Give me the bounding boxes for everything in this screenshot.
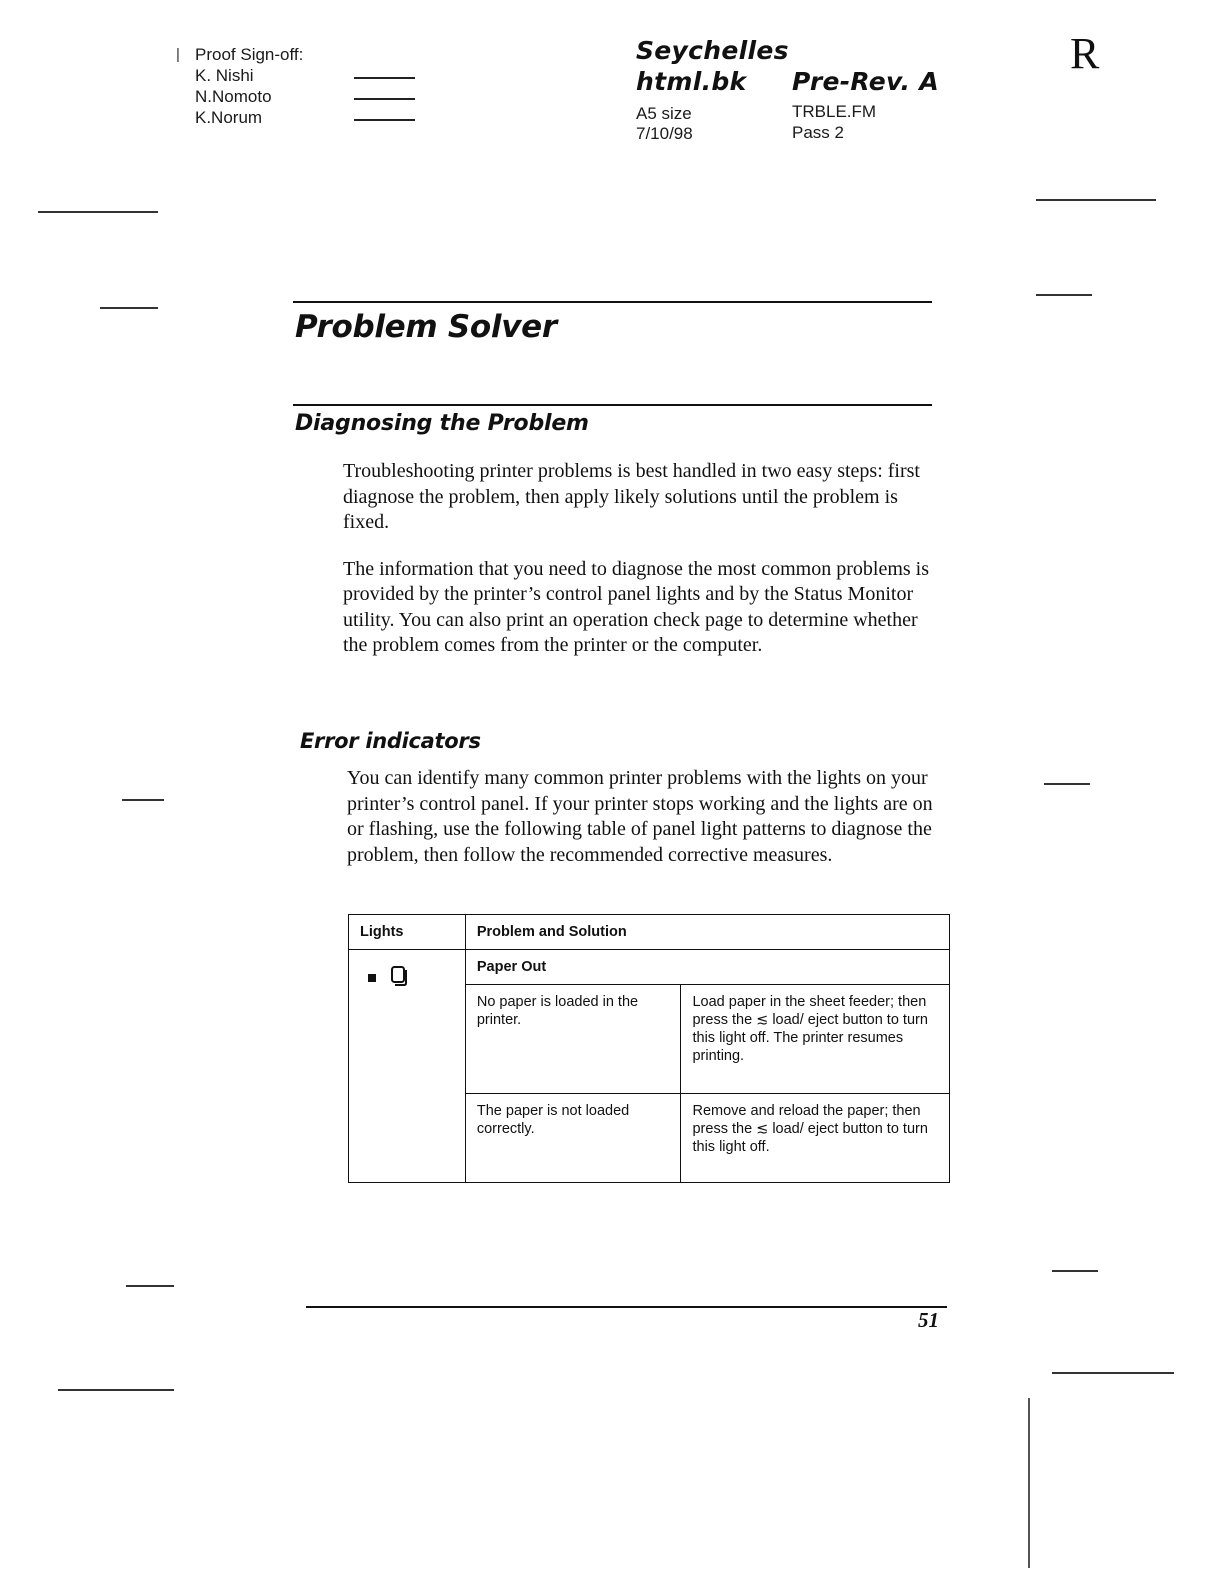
signature-line (354, 98, 415, 100)
crop-mark (100, 307, 158, 309)
light-pattern (349, 950, 465, 991)
lights-cell (349, 950, 466, 1183)
paper-out-light-icon (390, 964, 410, 991)
group-title: Paper Out (465, 950, 949, 985)
book-title: Seychelles (636, 36, 789, 65)
table-header-row (349, 915, 950, 950)
solution-cell: Load paper in the sheet feeder; then press the ≲ load/ eject button to turn this light off. The printer resumes printing. (681, 985, 950, 1094)
page-number: 51 (918, 1308, 939, 1332)
date: 7/10/98 (636, 124, 693, 143)
section-rule (293, 404, 932, 406)
crop-mark (122, 799, 164, 801)
problem-cell: The paper is not loaded correctly. (465, 1094, 681, 1183)
proof-signoff-label: Proof Sign-off: (195, 45, 304, 64)
section-body (343, 459, 936, 659)
light-on-indicator-icon (368, 974, 376, 982)
fm-file: TRBLE.FM (792, 102, 877, 121)
table-header-problem: Problem and Solution (465, 915, 949, 950)
chapter-title: Problem Solver (295, 309, 557, 345)
body-paragraph: The information that you need to diagnose the most common problems is provided by the printer’s control panel lights and by the Status Monitor utility. You can also print an operation check page to determine whether the problem comes from the printer or the computer. (343, 557, 930, 656)
chapter-rule (293, 301, 932, 303)
signature-line (354, 77, 415, 79)
crop-mark (1052, 1372, 1174, 1374)
body-paragraph: You can identify many common printer problems with the lights on your printer’s control panel. If your printer stops working and the lights are on or flashing, use the following table of panel light patterns to diagnose the problem, then follow the recommended corrective measures. (347, 767, 933, 866)
crop-mark (1036, 294, 1092, 296)
crop-mark (38, 211, 158, 213)
crop-mark (1036, 199, 1156, 201)
signer-name: K. Nishi (195, 66, 254, 85)
table-header-lights: Lights (349, 915, 466, 950)
signer-name: K.Norum (195, 108, 263, 127)
signer-name: N.Nomoto (195, 87, 272, 106)
subsection-title: Error indicators (300, 729, 481, 753)
solution-cell: Remove and reload the paper; then press the ≲ load/ eject button to turn this light off. (681, 1094, 950, 1183)
section-title: Diagnosing the Problem (295, 411, 589, 436)
pass-number: Pass 2 (792, 123, 844, 142)
crop-mark (1028, 1398, 1030, 1568)
page-size: A5 size (636, 104, 692, 123)
crop-mark (1044, 783, 1090, 785)
revision-label: Pre-Rev. A (792, 67, 939, 96)
crop-mark (1052, 1270, 1098, 1272)
subsection-body (347, 766, 940, 868)
proof-margin-bar: | (176, 46, 180, 63)
crop-mark (126, 1285, 174, 1287)
body-paragraph: Troubleshooting printer problems is best handled in two easy steps: first diagnose the problem, then apply likely solutions until the problem is fixed. (343, 460, 920, 533)
signature-line (354, 119, 415, 121)
problem-cell: No paper is loaded in the printer. (465, 985, 681, 1094)
footer-rule (306, 1306, 947, 1308)
table-row (349, 950, 950, 985)
crop-mark (58, 1389, 174, 1391)
corner-letter: R (1070, 29, 1100, 78)
book-file: html.bk (636, 67, 747, 96)
panel-lights-table (348, 914, 950, 1183)
